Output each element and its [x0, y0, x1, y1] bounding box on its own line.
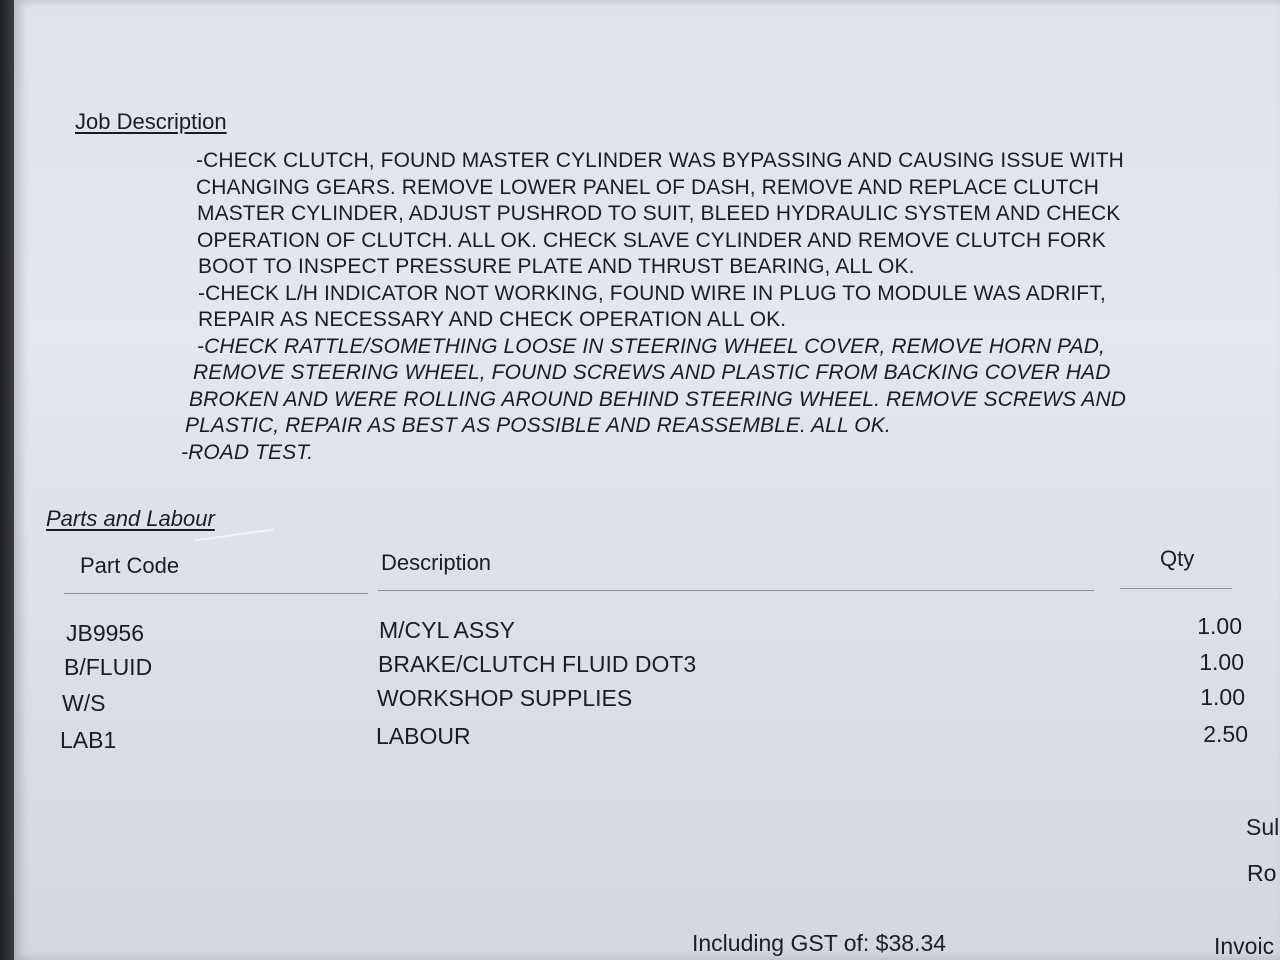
part-qty-cell: 2.50	[1203, 721, 1248, 747]
gst-total-text: Including GST of: $38.34	[692, 930, 947, 956]
header-rule-qty	[1120, 588, 1232, 589]
part-code-cell: JB9956	[66, 620, 145, 646]
header-rule-part-code	[64, 593, 368, 594]
part-qty-cell: 1.00	[1197, 613, 1242, 639]
column-header-qty: Qty	[1160, 546, 1195, 571]
part-description-cell: WORKSHOP SUPPLIES	[377, 685, 633, 711]
job-line: -CHECK L/H INDICATOR NOT WORKING, FOUND WIRE IN PLUG TO MODULE WAS ADRIFT,	[198, 281, 1106, 305]
header-rule-description	[378, 590, 1094, 591]
part-qty-cell: 1.00	[1199, 649, 1244, 675]
part-qty-cell: 1.00	[1200, 684, 1245, 710]
job-line: -ROAD TEST.	[181, 440, 314, 464]
job-line: CHANGING GEARS. REMOVE LOWER PANEL OF DASH, REMOVE AND REPLACE CLUTCH	[196, 175, 1100, 199]
page-edge-shadow	[0, 0, 14, 960]
part-code-cell: LAB1	[60, 727, 117, 753]
job-line: REMOVE STEERING WHEEL, FOUND SCREWS AND PLASTIC FROM BACKING COVER HAD	[193, 361, 1111, 384]
table-row	[14, 649, 1280, 689]
part-description-cell: M/CYL ASSY	[379, 617, 515, 643]
parts-labour-heading: Parts and Labour	[46, 506, 215, 531]
job-line: MASTER CYLINDER, ADJUST PUSHROD TO SUIT, BLEED HYDRAULIC SYSTEM AND CHECK	[197, 202, 1121, 225]
part-code-cell: W/S	[62, 690, 106, 716]
job-line: REPAIR AS NECESSARY AND CHECK OPERATION ALL OK.	[198, 308, 787, 331]
part-description-cell: BRAKE/CLUTCH FLUID DOT3	[378, 651, 697, 677]
job-line: BROKEN AND WERE ROLLING AROUND BEHIND STEERING WHEEL. REMOVE SCREWS AND	[189, 387, 1127, 411]
job-line: PLASTIC, REPAIR AS BEST AS POSSIBLE AND REASSEMBLE. ALL OK.	[185, 414, 891, 437]
table-row	[14, 684, 1280, 724]
invoice-sheet	[14, 0, 1280, 960]
rounding-label: Ro	[1247, 860, 1277, 886]
job-line: -CHECK CLUTCH, FOUND MASTER CYLINDER WAS BYPASSING AND CAUSING ISSUE WITH	[196, 149, 1124, 172]
job-line: -CHECK RATTLE/SOMETHING LOOSE IN STEERING WHEEL COVER, REMOVE HORN PAD,	[197, 334, 1105, 358]
part-description-cell: LABOUR	[376, 723, 471, 749]
job-description-text	[179, 148, 1259, 466]
table-row	[14, 613, 1280, 653]
job-description-heading: Job Description	[75, 109, 227, 134]
job-line: OPERATION OF CLUTCH. ALL OK. CHECK SLAVE CYLINDER AND REMOVE CLUTCH FORK	[197, 228, 1106, 252]
job-line: BOOT TO INSPECT PRESSURE PLATE AND THRUST BEARING, ALL OK.	[198, 255, 915, 278]
subtotal-label: Sul	[1246, 814, 1280, 840]
invoice-total-label: Invoic	[1214, 933, 1275, 959]
column-header-description: Description	[381, 550, 492, 575]
table-row	[14, 721, 1280, 761]
part-code-cell: B/FLUID	[64, 654, 153, 680]
column-header-part-code: Part Code	[80, 553, 180, 578]
